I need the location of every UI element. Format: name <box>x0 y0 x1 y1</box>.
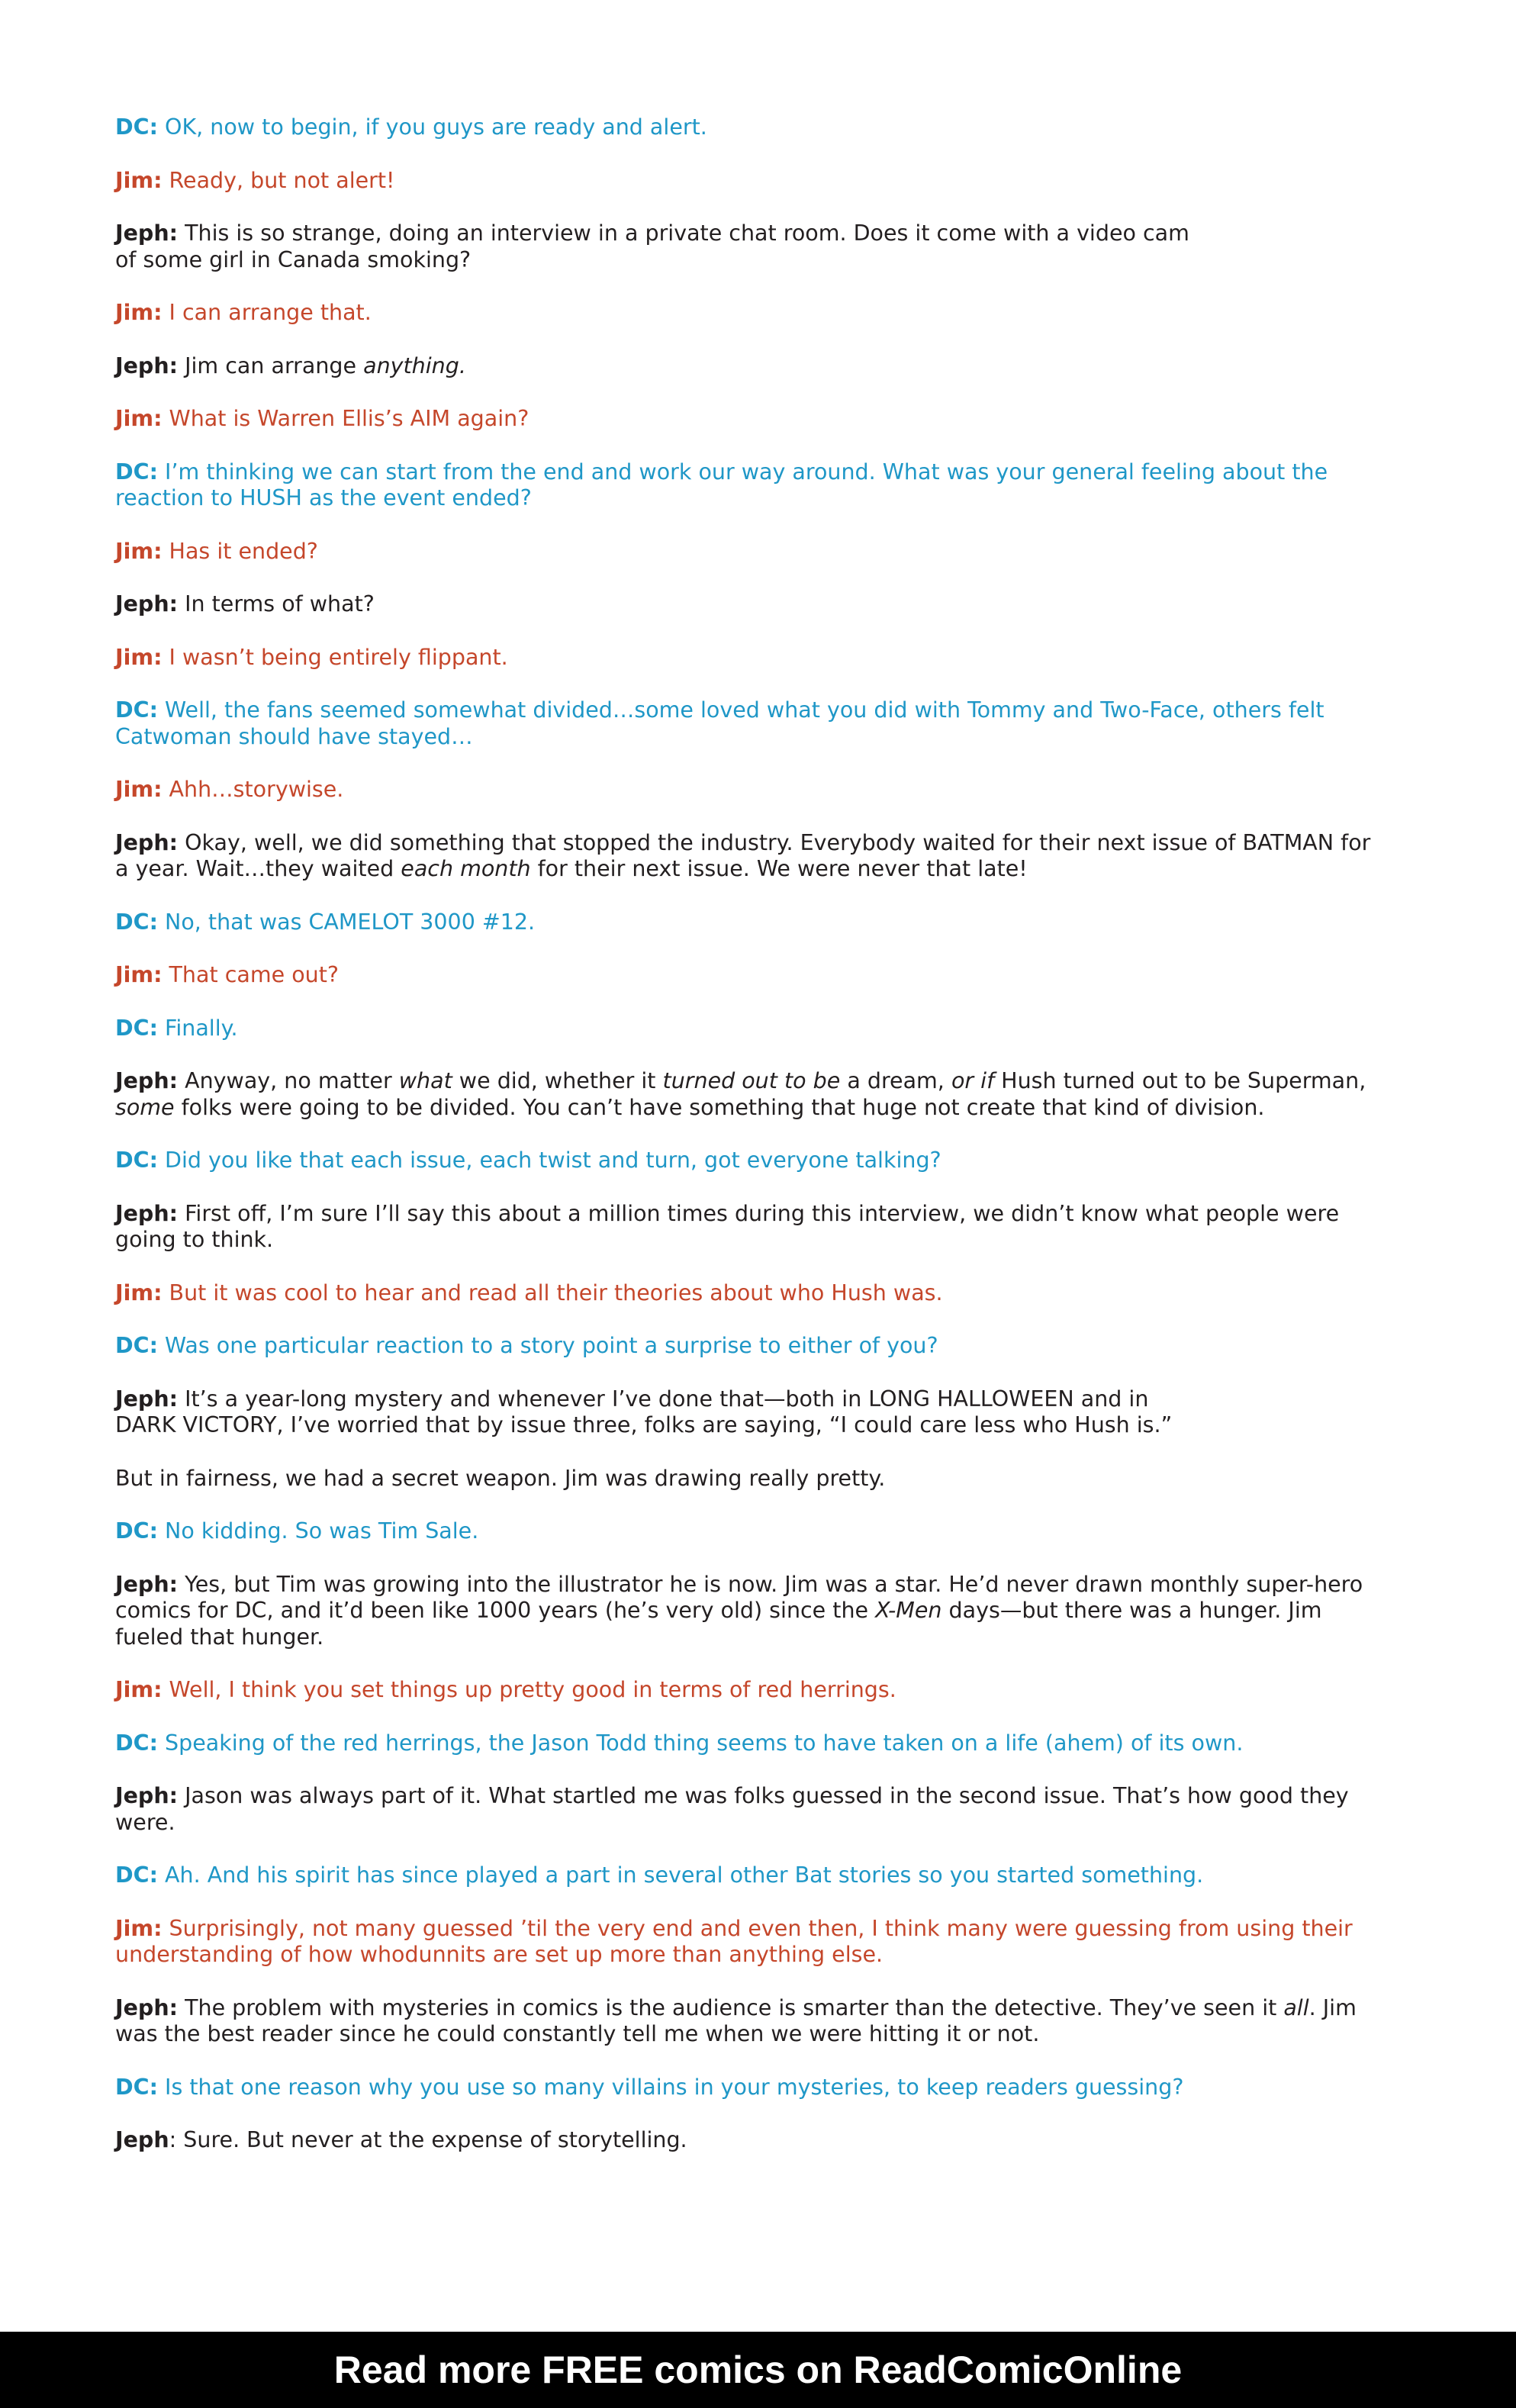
line-text: going to think. <box>115 1227 274 1252</box>
transcript-line <box>115 1016 1405 1042</box>
speaker-label: Jim: <box>115 300 163 325</box>
speaker-label: Jeph: <box>115 1571 179 1597</box>
transcript-line <box>115 1201 1405 1254</box>
speaker-label: Jeph: <box>115 221 179 246</box>
transcript-line <box>115 697 1405 750</box>
line-text: But in fairness, we had a secret weapon. Jim was drawing really pretty. <box>115 1465 886 1491</box>
line-text: That came out? <box>162 962 339 987</box>
speaker-label: Jeph: <box>115 353 179 378</box>
line-text: I’m thinking we can start from the end and work our way around. What was your general feeling about the <box>157 459 1328 484</box>
line-text: DARK VICTORY, I’ve worried that by issue three, folks are saying, “I could care less who Hush is.” <box>115 1412 1173 1437</box>
line-text: Jason was always part of it. What startled me was folks guessed in the second issue. That’s how good they <box>178 1783 1349 1808</box>
line-text: But it was cool to hear and read all their theories about who Hush was. <box>162 1280 943 1305</box>
speaker-label: Jeph: <box>115 829 179 855</box>
speaker-label: Jim: <box>115 167 163 193</box>
line-text: for their next issue. We were never that late! <box>530 856 1028 881</box>
line-text: Ready, but not alert! <box>162 167 395 193</box>
footer-banner-text[interactable]: Read more FREE comics on ReadComicOnline <box>333 2348 1183 2391</box>
line-text: OK, now to begin, if you guys are ready and alert. <box>157 114 707 140</box>
transcript-line <box>115 1916 1405 1969</box>
line-text: Did you like that each issue, each twist and turn, got everyone talking? <box>157 1148 941 1173</box>
transcript-line <box>115 406 1405 433</box>
line-text: : Sure. But never at the expense of storytelling. <box>169 2127 687 2152</box>
transcript-line <box>115 1386 1405 1439</box>
transcript-line <box>115 1280 1405 1307</box>
transcript-line <box>115 2075 1405 2101</box>
speaker-label: Jim: <box>115 406 163 431</box>
line-text: understanding of how whodunnits are set up more than anything else. <box>115 1942 884 1967</box>
line-text: Okay, well, we did something that stopped the industry. Everybody waited for their next issue of BATMAN for <box>178 829 1371 855</box>
line-text: What is Warren Ellis’s AIM again? <box>162 406 529 431</box>
line-text: Was one particular reaction to a story point a surprise to either of you? <box>157 1333 938 1358</box>
line-text: In terms of what? <box>178 591 375 616</box>
speaker-label: Jim: <box>115 1280 163 1305</box>
speaker-label: DC: <box>115 1015 158 1041</box>
transcript-line <box>115 962 1405 989</box>
transcript-line <box>115 1466 1405 1492</box>
line-text: Has it ended? <box>162 538 318 564</box>
line-text: First off, I’m sure I’ll say this about a million times during this interview, we didn’t know what people were <box>178 1200 1340 1226</box>
speaker-label: Jeph: <box>115 1783 179 1808</box>
emphasis-text: turned out to be <box>662 1068 841 1093</box>
line-text: fueled that hunger. <box>115 1624 324 1650</box>
speaker-label: Jeph: <box>115 1068 179 1093</box>
transcript-line <box>115 1730 1405 1757</box>
line-text: Finally. <box>157 1015 238 1041</box>
line-text: Is that one reason why you use so many villains in your mysteries, to keep readers guessing? <box>157 2074 1184 2100</box>
transcript-line <box>115 221 1405 273</box>
emphasis-text: or if <box>951 1068 995 1093</box>
line-text: Ahh…storywise. <box>162 777 344 802</box>
line-text: Yes, but Tim was growing into the illustrator he is now. Jim was a star. He’d never drawn monthly super-hero <box>178 1571 1363 1597</box>
speaker-label: Jim: <box>115 1677 163 1702</box>
transcript-line <box>115 777 1405 803</box>
line-text: days—but there was a hunger. Jim <box>941 1598 1322 1623</box>
line-text: we did, whether it <box>452 1068 663 1093</box>
speaker-label: Jim: <box>115 538 163 564</box>
transcript-line <box>115 645 1405 671</box>
line-text: folks were going to be divided. You can’t have something that huge not create that kind of division. <box>174 1094 1265 1120</box>
line-text: The problem with mysteries in comics is the audience is smarter than the detective. They’ve seen it <box>178 1994 1284 2020</box>
transcript-line <box>115 1572 1405 1651</box>
transcript-line <box>115 1862 1405 1889</box>
line-text: No kidding. So was Tim Sale. <box>157 1518 479 1544</box>
line-text: Catwoman should have stayed… <box>115 723 473 749</box>
transcript-line <box>115 1677 1405 1704</box>
line-text: No, that was CAMELOT 3000 #12. <box>157 909 536 935</box>
emphasis-text: X-Men <box>875 1598 942 1623</box>
speaker-label: DC: <box>115 459 158 484</box>
line-text: . Jim <box>1308 1994 1357 2020</box>
footer-banner[interactable] <box>0 2332 1516 2408</box>
line-text: I wasn’t being entirely flippant. <box>162 644 508 670</box>
transcript-line <box>115 459 1405 512</box>
speaker-label: Jim: <box>115 962 163 987</box>
emphasis-text: what <box>398 1068 452 1093</box>
line-text: Anyway, no matter <box>178 1068 399 1093</box>
transcript-line <box>115 830 1405 883</box>
line-text: This is so strange, doing an interview in a private chat room. Does it come with a video cam <box>178 221 1189 246</box>
speaker-label: DC: <box>115 1148 158 1173</box>
speaker-label: DC: <box>115 1862 158 1888</box>
emphasis-text: each month <box>401 856 531 881</box>
speaker-label: DC: <box>115 909 158 935</box>
speaker-label: Jeph: <box>115 591 179 616</box>
speaker-label: Jeph <box>115 2127 169 2152</box>
interview-transcript <box>115 114 1405 2181</box>
line-text: of some girl in Canada smoking? <box>115 246 472 272</box>
line-text: comics for DC, and it’d been like 1000 years (he’s very old) since the <box>115 1598 876 1623</box>
emphasis-text: all <box>1283 1994 1309 2020</box>
emphasis-text: some <box>115 1094 175 1120</box>
transcript-line <box>115 1783 1405 1836</box>
line-text: I can arrange that. <box>162 300 372 325</box>
line-text: Well, I think you set things up pretty good in terms of red herrings. <box>162 1677 896 1702</box>
transcript-line <box>115 1333 1405 1360</box>
line-text: were. <box>115 1809 175 1835</box>
transcript-line <box>115 539 1405 565</box>
transcript-line <box>115 2127 1405 2154</box>
line-text: a dream, <box>840 1068 951 1093</box>
transcript-line <box>115 909 1405 936</box>
speaker-label: DC: <box>115 1518 158 1544</box>
speaker-label: Jeph: <box>115 1200 179 1226</box>
emphasis-text: anything. <box>363 353 466 378</box>
line-text: a year. Wait…they waited <box>115 856 401 881</box>
line-text: It’s a year-long mystery and whenever I’ve done that—both in LONG HALLOWEEN and in <box>178 1386 1149 1412</box>
line-text: Speaking of the red herrings, the Jason Todd thing seems to have taken on a life (ahem) of its own. <box>157 1730 1244 1756</box>
line-text: Surprisingly, not many guessed ’til the very end and even then, I think many were guessing from using their <box>162 1915 1353 1941</box>
transcript-line <box>115 1148 1405 1174</box>
speaker-label: DC: <box>115 697 158 723</box>
line-text: Hush turned out to be Superman, <box>994 1068 1366 1093</box>
speaker-label: DC: <box>115 1730 158 1756</box>
speaker-label: Jeph: <box>115 1386 179 1412</box>
transcript-line <box>115 1518 1405 1545</box>
transcript-line <box>115 1995 1405 2048</box>
line-text: reaction to HUSH as the event ended? <box>115 485 532 510</box>
speaker-label: DC: <box>115 1333 158 1358</box>
transcript-line <box>115 353 1405 380</box>
speaker-label: DC: <box>115 114 158 140</box>
transcript-line <box>115 168 1405 195</box>
line-text: was the best reader since he could constantly tell me when we were hitting it or not. <box>115 2021 1040 2046</box>
speaker-label: Jeph: <box>115 1994 179 2020</box>
line-text: Well, the fans seemed somewhat divided…some loved what you did with Tommy and Two-Face, others felt <box>157 697 1324 723</box>
speaker-label: Jim: <box>115 1915 163 1941</box>
transcript-line <box>115 1068 1405 1121</box>
speaker-label: Jim: <box>115 644 163 670</box>
speaker-label: Jim: <box>115 777 163 802</box>
line-text: Ah. And his spirit has since played a part in several other Bat stories so you started something. <box>157 1862 1204 1888</box>
transcript-line <box>115 114 1405 141</box>
transcript-line <box>115 591 1405 618</box>
transcript-line <box>115 300 1405 327</box>
line-text: Jim can arrange <box>178 353 364 378</box>
speaker-label: DC: <box>115 2074 158 2100</box>
